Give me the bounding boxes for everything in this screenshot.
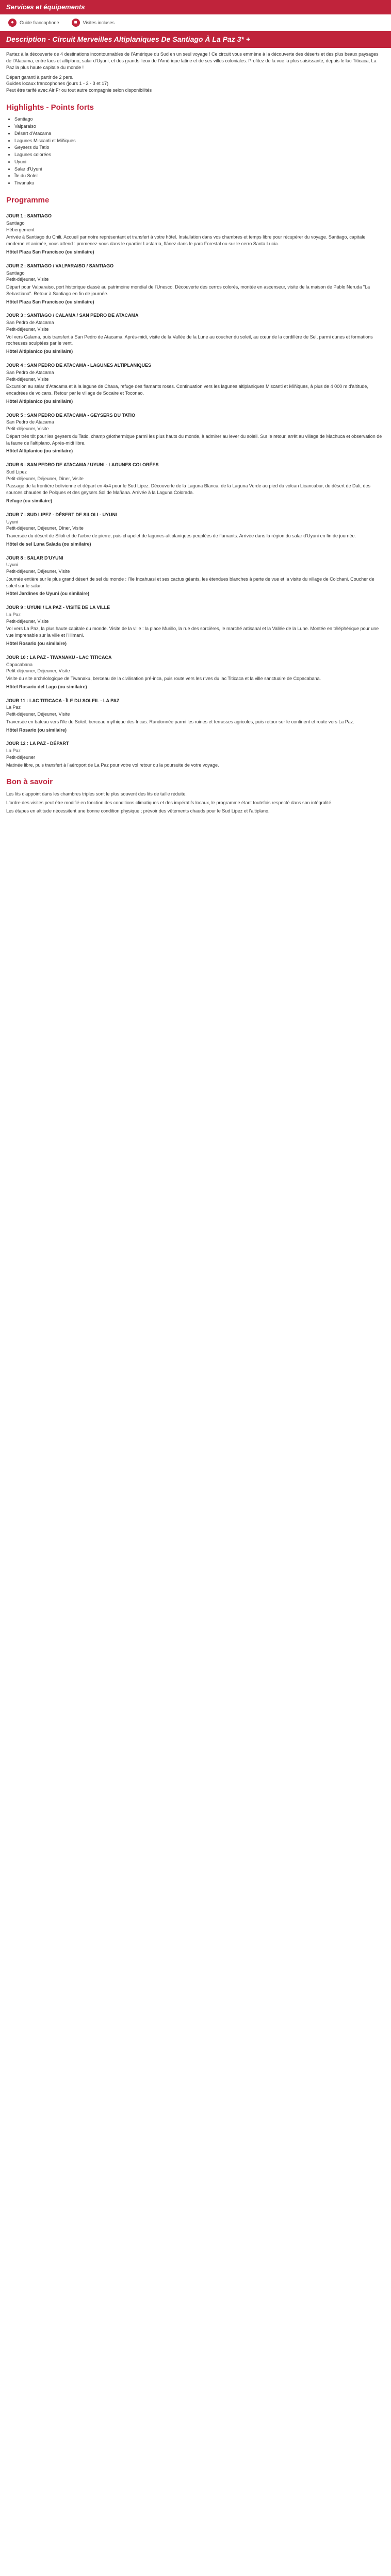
user-icon: ● [8,19,17,27]
intro-text: Partez à la découverte de 4 destinations incontournables de l'Amérique du Sud en un seul voyage ! Ce circuit vous emmène à la découverte des déserts et des plus beaux paysages de l'Atacama, entre lacs et altiplano, salar d'Uyuni, et des grands lieux de l'Amérique latine et de ses villes coloniales. Profitez de la vue la plus saisissante, depuis le lac Titicaca, La Paz la plus haute capitale du monde ! [6,52,379,70]
program-day [6,312,385,355]
highlight-item: • Désert d'Atacama [14,130,385,137]
day-title: JOUR 5 : SAN PEDRO DE ATACAMA - GEYSERS DU TATIO [6,412,136,418]
day-meals: Petit-déjeuner, Déjeuner, Dîner, Visite [6,476,84,481]
highlight-item: • Uyuni [14,159,385,165]
highlight-item: • Tiwanaku [14,180,385,187]
day-title: JOUR 8 : SALAR D'UYUNI [6,555,63,561]
service-guide-label: Guide francophone [20,20,59,26]
day-text: Départ pour Valparaiso, port historique classé au patrimoine mondial de l'Unesco. Découverte des cerros colorés, montée en ascenseur, visite de la maison de Pablo Neruda "La Sebastiana". Retour à Santiago en fin de journée. [6,284,370,296]
day-meals: Petit-déjeuner, Visite [6,426,49,432]
day-location: La Paz [6,612,21,617]
services-banner: Services et équipements [0,0,391,14]
highlights-title: Highlights - Points forts [6,103,94,112]
info-list [6,791,385,815]
program-day [6,412,385,455]
day-meals: Petit-déjeuner, Déjeuner, Visite [6,668,70,674]
service-visits [72,19,115,27]
day-hotel: Hôtel Jardines de Uyuni (ou similaire) [6,591,90,597]
day-location: San Pedro de Atacama [6,320,54,326]
program-day [6,462,385,504]
day-location: Copacabana [6,662,33,667]
service-guide [8,19,59,27]
day-text: Vol vers La Paz, la plus haute capitale du monde. Visite de la ville : la place Murillo, la rue des sorcières, le marché artisanal et la Vallée de la Lune. Montée en téléphérique pour une vue imprenable sur la ville et l'Illimani. [6,626,379,638]
program-day [6,263,385,306]
highlights-list [14,116,385,187]
day-title: JOUR 10 : LA PAZ - TIWANAKU - LAC TITICACA [6,654,112,660]
day-text: Départ très tôt pour les geysers du Tatio, champ géothermique parmi les plus hauts du monde, à admirer au lever du soleil. Sur le retour, arrêt au village de Machuca et observation de la faune de l'altiplano. Après-midi libre. [6,433,382,446]
day-title: JOUR 4 : SAN PEDRO DE ATACAMA - LAGUNES ALTIPLANIQUES [6,362,152,368]
program-days [6,213,385,768]
highlight-item: • Geysers du Tatio [14,144,385,151]
day-text: Traversée du désert de Siloli et de l'arbre de pierre, puis chapelet de lagunes altiplaniques peuplées de flamants. Arrivée dans la région du salar d'Uyuni en fin de journée. [6,533,356,539]
program-day [6,512,385,548]
day-hotel: Hôtel Altiplanico (ou similaire) [6,349,73,354]
day-location: La Paz [6,748,21,754]
day-text: Matinée libre, puis transfert à l'aéroport de La Paz pour votre vol retour ou la poursuite de votre voyage. [6,762,219,768]
day-location: Sud Lipez [6,469,27,474]
highlight-item: • Lagunes colorées [14,151,385,158]
program-day [6,654,385,690]
info-item: Les étapes en altitude nécessitent une bonne condition physique ; prévoir des vêtements chauds pour le Sud Lipez et l'altiplano. [6,808,270,814]
program-day [6,604,385,647]
day-title: JOUR 12 : LA PAZ - DÉPART [6,741,69,747]
day-hotel: Hôtel Rosario (ou similaire) [6,727,67,733]
day-hotel: Hôtel Altiplanico (ou similaire) [6,448,73,454]
day-text: Excursion au salar d'Atacama et à la lagune de Chaxa, refuge des flamants roses. Continuation vers les lagunes altiplaniques Miscanti et Miñiques, à plus de 4 000 m d'altitude, encadrées de volcans. Retour par le village de Socaire et Toconao. [6,384,368,396]
day-title: JOUR 1 : SANTIAGO [6,213,52,219]
day-location: Santiago [6,220,25,226]
highlight-item: • Île du Soleil [14,173,385,179]
day-title: JOUR 6 : SAN PEDRO DE ATACAMA / UYUNI - LAGUNES COLORÉES [6,462,159,468]
day-hotel: Hôtel Rosario (ou similaire) [6,641,67,646]
page [0,0,391,815]
day-text: Traversée en bateau vers l'île du Soleil, berceau mythique des Incas. Randonnée parmi les ruines et terrasses agricoles, puis retour sur le continent et route vers La Paz. [6,719,354,724]
day-hotel: Hôtel de sel Luna Salada (ou similaire) [6,541,91,547]
program-day [6,555,385,598]
description-banner: Description - Circuit Merveilles Altiplaniques De Santiago À La Paz 3* + [0,31,391,48]
day-text: Visite du site archéologique de Tiwanaku, berceau de la civilisation pré-inca, puis route vers les rives du lac Titicaca et la ville sanctuaire de Copacabana. [6,676,321,682]
services-list [6,14,385,31]
service-visits-label: Visites incluses [83,20,115,26]
day-hotel: Hôtel Plaza San Francisco (ou similaire) [6,299,94,304]
day-title: JOUR 11 : LAC TITICACA - ÎLE DU SOLEIL - LA PAZ [6,698,120,703]
day-meals: Petit-déjeuner, Déjeuner, Visite [6,569,70,574]
info-item: Les lits d'appoint dans les chambres triples sont le plus souvent des lits de taille réduite. [6,791,187,796]
day-text: Arrivée à Santiago du Chili. Accueil par notre représentant et transfert à votre hôtel. Installation dans vos chambres et temps libre pour récupérer du voyage. Santiago, capitale moderne et animée, vous attend : promenez-vous dans le quartier Lastarria, flânez dans le parc Forestal ou sur le cerro Santa Lucia. [6,234,366,247]
day-location: Uyuni [6,562,19,568]
day-text: Vol vers Calama, puis transfert à San Pedro de Atacama. Après-midi, visite de la Vallée de la Lune au coucher du soleil, au cœur de la cordillère de Sel, parmi dunes et formations rocheuses sculptées par le vent. [6,334,373,346]
day-meals: Hébergement [6,227,35,232]
day-meals: Petit-déjeuner, Visite [6,277,49,282]
program-title: Programme [6,195,50,205]
program-day [6,213,385,256]
day-hotel: Hôtel Rosario del Lago (ou similaire) [6,684,87,689]
day-hotel: Hôtel Altiplanico (ou similaire) [6,398,73,404]
day-text: Journée entière sur le plus grand désert de sel du monde : l'île Incahuasi et ses cactus géants, les étendues blanches à perte de vue et la visite du village de Colchani. Coucher de soleil sur le salar. [6,576,374,588]
day-meals: Petit-déjeuner, Déjeuner, Dîner, Visite [6,526,84,531]
day-meals: Petit-déjeuner, Visite [6,326,49,332]
day-meals: Petit-déjeuner [6,754,36,760]
info-item: L'ordre des visites peut être modifié en fonction des conditions climatiques et des impératifs locaux, le programme étant toutefois respecté dans son intégralité. [6,800,333,805]
day-location: Santiago [6,270,25,276]
day-meals: Petit-déjeuner, Déjeuner, Visite [6,711,70,717]
day-meals: Petit-déjeuner, Visite [6,618,49,624]
day-hotel: Refuge (ou similaire) [6,498,53,503]
day-location: San Pedro de Atacama [6,369,54,375]
highlight-item: • Santiago [14,116,385,123]
highlight-item: • Valparaiso [14,123,385,130]
day-location: Uyuni [6,519,19,524]
highlight-item: • Lagunes Miscanti et Miñiques [14,138,385,144]
day-meals: Petit-déjeuner, Visite [6,376,49,382]
day-title: JOUR 3 : SANTIAGO / CALAMA / SAN PEDRO DE ATACAMA [6,313,139,318]
intro-details: Départ garanti à partir de 2 pers. Guides locaux francophones (jours 1 - 2 - 3 et 17) Peut être tarifé avec Air Fr ou tout autre compagnie selon disponibilités [6,74,152,93]
info-title: Bon à savoir [6,777,53,787]
program-day [6,740,385,768]
highlight-item: • Salar d'Uyuni [14,166,385,173]
day-title: JOUR 7 : SUD LIPEZ - DÉSERT DE SILOLI - UYUNI [6,512,117,517]
day-location: San Pedro de Atacama [6,419,54,425]
program-day [6,698,385,734]
bus-icon: ■ [72,19,80,27]
day-title: JOUR 9 : UYUNI / LA PAZ - VISITE DE LA VILLE [6,605,110,611]
day-title: JOUR 2 : SANTIAGO / VALPARAISO / SANTIAGO [6,263,114,268]
program-day [6,362,385,405]
day-hotel: Hôtel Plaza San Francisco (ou similaire) [6,249,94,255]
day-location: La Paz [6,705,21,710]
day-text: Passage de la frontière bolivienne et départ en 4x4 pour le Sud Lipez. Découverte de la Laguna Blanca, de la Laguna Verde au pied du volcan Licancabur, du désert de Dali, des sources chaudes de Polques et des geysers Sol de Mañana. Arrivée à la Laguna Colorada. [6,483,370,496]
